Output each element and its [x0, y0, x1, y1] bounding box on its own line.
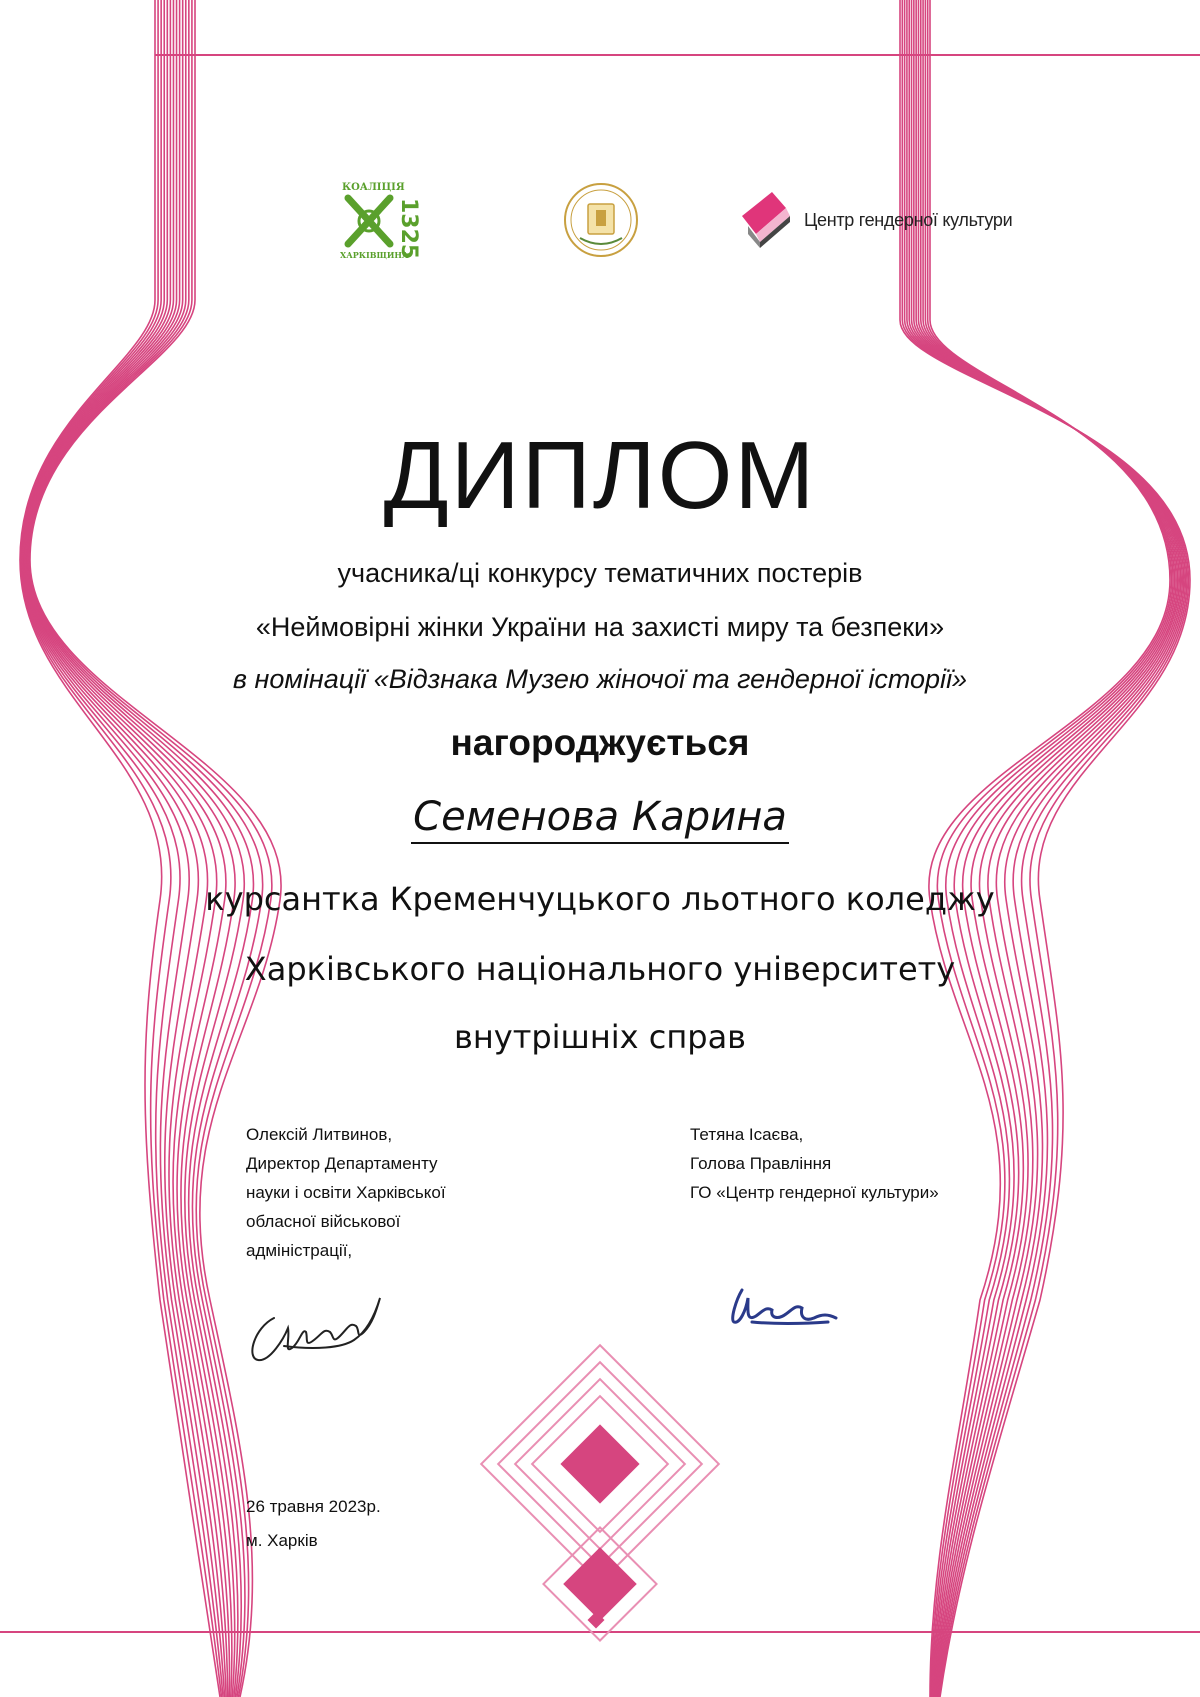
- left-wave-line: [25, 0, 232, 1697]
- book-icon: [738, 186, 798, 252]
- right-wave-line: [900, 0, 1190, 1697]
- coalition-bottom-text: ХАРКІВЩИНА: [340, 250, 409, 260]
- right-wave-lines: [900, 0, 1190, 1697]
- issue-city: м. Харків: [246, 1531, 318, 1550]
- issue-date: 26 травня 2023р.: [246, 1497, 381, 1516]
- left-signer-title-1: Директор Департаменту: [246, 1154, 438, 1173]
- recipient-name-block: [0, 794, 1200, 840]
- right-wave-line: [912, 0, 1183, 1697]
- recipient-description-3: внутрішніх справ: [453, 1018, 747, 1056]
- right-signer-title-1: Голова Правління: [690, 1154, 832, 1173]
- left-signer-title-2: науки і освіти Харківської: [246, 1183, 446, 1202]
- right-wave-line: [921, 0, 1176, 1697]
- right-signature: [712, 1270, 842, 1340]
- left-wave-line: [24, 0, 228, 1697]
- left-wave-line: [28, 0, 262, 1697]
- contest-participant-line: учасника/ці конкурсу тематичних постерів: [337, 558, 863, 588]
- right-wave-line: [925, 0, 1173, 1697]
- awarded-line: нагороджується: [450, 722, 750, 763]
- right-signer-name: Тетяна Ісаєва,: [690, 1125, 804, 1144]
- coalition-number: 1325: [396, 198, 421, 260]
- coalition-top-text: КОАЛІЦІЯ: [342, 182, 405, 193]
- left-wave-line: [22, 0, 224, 1697]
- right-wave-line: [905, 0, 1187, 1697]
- nomination-line: в номінації «Відзнака Музею жіночої та гендерної історії»: [232, 664, 968, 694]
- right-wave-line: [929, 0, 1170, 1697]
- diamond-ornament: [481, 1345, 719, 1640]
- left-signer-title-4: адміністрації,: [246, 1241, 353, 1260]
- gender-culture-center-logo: [738, 186, 1013, 252]
- date-block: [246, 1490, 381, 1558]
- left-signer-block: [246, 1120, 446, 1265]
- right-wave-line: [928, 0, 1172, 1697]
- diploma-title: ДИПЛОМ: [383, 422, 817, 529]
- recipient-description-2: Харківського національного університету: [244, 950, 956, 988]
- recipient-name: Семенова Карина: [411, 794, 789, 844]
- contest-name-line: «Неймовірні жінки України на захисті миру та безпеки»: [255, 612, 945, 642]
- right-signer-title-2: ГО «Центр гендерної культури»: [690, 1183, 939, 1202]
- left-signer-title-3: обласної військової: [246, 1212, 401, 1231]
- right-signer-block: [690, 1120, 939, 1207]
- right-wave-line: [909, 0, 1184, 1697]
- left-wave-line: [29, 0, 272, 1697]
- left-signer-name: Олексій Литвинов,: [246, 1125, 393, 1144]
- regional-emblem-icon: [560, 180, 642, 260]
- recipient-description-1: курсантка Кременчуцького льотного коледжу: [205, 880, 995, 918]
- left-wave-lines: [20, 0, 281, 1697]
- right-wave-line: [907, 0, 1185, 1697]
- coalition-1325-logo: [340, 178, 432, 260]
- right-wave-line: [916, 0, 1179, 1697]
- left-signature: [244, 1288, 394, 1368]
- left-wave-line: [28, 0, 254, 1697]
- center-logo-text: Центр гендерної культури: [804, 210, 1013, 230]
